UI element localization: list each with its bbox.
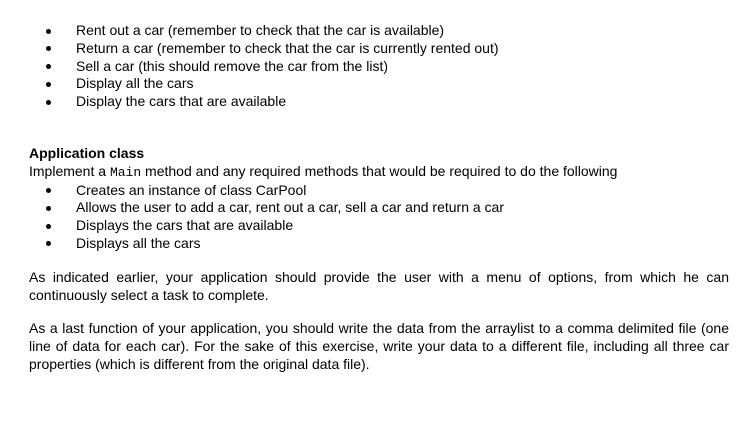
bullet-icon (46, 224, 51, 229)
bullet-icon (46, 241, 51, 246)
section-intro (29, 163, 729, 182)
bullet-icon (46, 82, 51, 87)
app-bullet-list (29, 182, 729, 253)
list-item-text: Allows the user to add a car, rent out a car, sell a car and return a car (76, 199, 505, 216)
section-heading: Application class (29, 144, 145, 161)
list-item-text: Displays all the cars (76, 234, 201, 251)
list-item-text: Display all the cars (76, 75, 194, 92)
code-inline: Main (109, 164, 142, 180)
list-item-text: Displays the cars that are available (76, 217, 294, 234)
list-item (29, 199, 729, 217)
list-item-text: Rent out a car (remember to check that the car is available) (76, 22, 445, 38)
bullet-icon (46, 29, 51, 34)
list-item (29, 217, 729, 235)
bullet-icon (46, 46, 51, 51)
list-item-text: Creates an instance of class CarPool (76, 181, 307, 198)
file-output-paragraph: As a last function of your application, you should write the data from the arraylist to a comma delimited file (one line of data for each car). For the sake of this exercise, write your data to a different file, including all three car properties (which is different from the original data file). (29, 320, 729, 372)
intro-text-before: Implement a (29, 162, 110, 179)
intro-text-after: method and any required methods that would be required to do the following (141, 162, 618, 179)
bullet-icon (46, 206, 51, 211)
bullet-icon (46, 64, 51, 69)
list-item (29, 93, 729, 111)
list-item (29, 40, 729, 58)
top-bullet-list (29, 22, 729, 111)
list-item-text: Return a car (remember to check that the car is currently rented out) (76, 39, 499, 56)
list-item (29, 182, 729, 200)
list-item-text: Sell a car (this should remove the car from the list) (76, 57, 389, 74)
document-page (29, 22, 729, 374)
menu-paragraph: As indicated earlier, your application should provide the user with a menu of options, from which he can continuously select a task to complete. (29, 268, 729, 303)
list-item (29, 75, 729, 93)
list-item (29, 58, 729, 76)
bullet-icon (46, 100, 51, 105)
list-item-text: Display the cars that are available (76, 93, 287, 110)
list-item (29, 235, 729, 253)
list-item (29, 22, 729, 40)
bullet-icon (46, 188, 51, 193)
